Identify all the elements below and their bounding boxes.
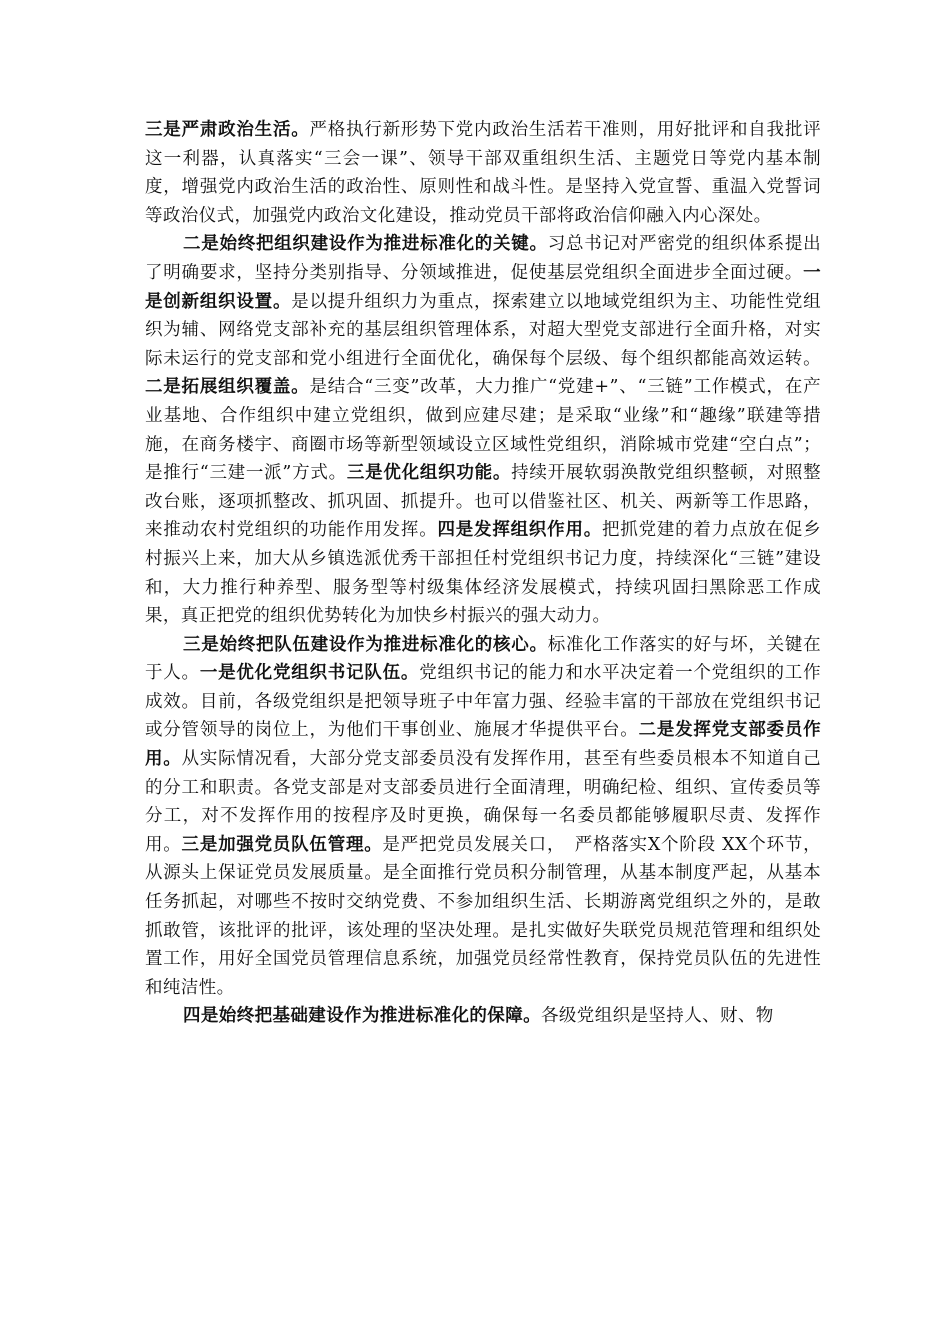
bold-heading: 二是始终把组织建设作为推进标准化的关键。: [183, 234, 548, 255]
bold-heading: 二是发挥党支部委员作用。: [145, 720, 821, 770]
body-text: 把抓党建的着力点放在促乡村振兴上来，加大从乡镇选派优秀干部担任村党组织书记力度，持续深化“三链”建设和，大力推行种养型、服务型等村级集体经济发展模式，持续巩固扫黑除恶工作成果，真正把党的组织优势转化为加快乡村振兴的强大动力。: [145, 520, 821, 627]
bold-heading: 三是加强党员队伍管理。: [181, 834, 383, 855]
bold-heading: 四是始终把基础建设作为推进标准化的保障。: [183, 1006, 541, 1027]
document-body: [145, 116, 821, 1031]
bold-heading: 一是创新组织设置。: [145, 262, 821, 312]
bold-heading: 三是优化组织功能。: [346, 463, 512, 484]
bold-heading: 三是严肃政治生活。: [145, 120, 310, 140]
body-text: 习总书记对严密党的组织体系提出了明确要求，坚持分类别指导、分领域推进，促使基层党组织全面进步全面过硬。: [145, 234, 821, 283]
bold-heading: 一是优化党组织书记队伍。: [199, 663, 420, 684]
paragraph-organization-building: [145, 230, 821, 630]
bold-heading: 二是拓展组织覆盖。: [145, 377, 310, 398]
body-text: 标准化工作落实的好与坏，关键在于人。: [145, 634, 821, 684]
paragraph-infrastructure: [145, 1002, 821, 1031]
body-text: 各级党组织是坚持人、财、物: [541, 1006, 774, 1027]
bold-heading: 三是始终把队伍建设作为推进标准化的核心。: [183, 634, 548, 655]
body-text: 严格执行新形势下党内政治生活若干准则，用好批评和自我批评这一利器，认真落实“三会一课”、领导干部双重组织生活、主题党日等党内基本制度，增强党内政治生活的政治性、原则性和战斗性。是坚持入党宣誓、重温入党誓词等政治仪式，加强党内政治文化建设，推动党员干部将政治信仰融入内心深处。: [145, 120, 821, 226]
body-text: 是结合“三变”改革，大力推广“党建+”、“三链”工作模式，在产业基地、合作组织中建立党组织，做到应建尽建；是采取“业缘”和“趣缘”联建等措施，在商务楼宇、商圈市场等新型领域设立区域性党组织，消除城市党建“空白点”；是推行“三建一派”方式。: [145, 377, 821, 484]
paragraph-team-building: [145, 631, 821, 1003]
body-text: 是严把党员发展关口， 严格落实X个阶段 XX个环节，从源头上保证党员发展质量。是全面推行党员积分制管理，从基本制度严起，从基本任务抓起，对哪些不按时交纳党费、不参加组织生活、长期游离党组织之外的，是敢抓敢管，该批评的批评，该处理的坚决处理。是扎实做好失联党员规范管理和组织处置工作，用好全国党员管理信息系统，加强党员经常性教育，保持党员队伍的先进性和纯洁性。: [145, 834, 821, 998]
body-text: 从实际情况看，大部分党支部委员没有发挥作用，甚至有些委员根本不知道自己的分工和职责。各党支部是对支部委员进行全面清理，明确纪检、组织、宣传委员等分工，对不发挥作用的按程序及时更换，确保每一名委员都能够履职尽责、发挥作用。: [145, 749, 821, 855]
body-text: 是以提升组织力为重点，探索建立以地域党组织为主、功能性党组织为辅、网络党支部补充的基层组织管理体系，对超大型党支部进行全面升格，对实际未运行的党支部和党小组进行全面优化，确保每个层级、每个组织都能高效运转。: [145, 291, 821, 369]
bold-heading: 四是发挥组织作用。: [437, 520, 603, 541]
body-text: 持续开展软弱涣散党组织整顿，对照整改台账，逐项抓整改、抓巩固、抓提升。也可以借鉴社区、机关、两新等工作思路，来推动农村党组织的功能作用发挥。: [145, 463, 821, 541]
body-text: 党组织书记的能力和水平决定着一个党组织的工作成效。目前，各级党组织是把领导班子中年富力强、经验丰富的干部放在党组织书记或分管领导的岗位上，为他们干事创业、施展才华提供平台。: [145, 663, 821, 741]
paragraph-political-life: [145, 116, 821, 230]
